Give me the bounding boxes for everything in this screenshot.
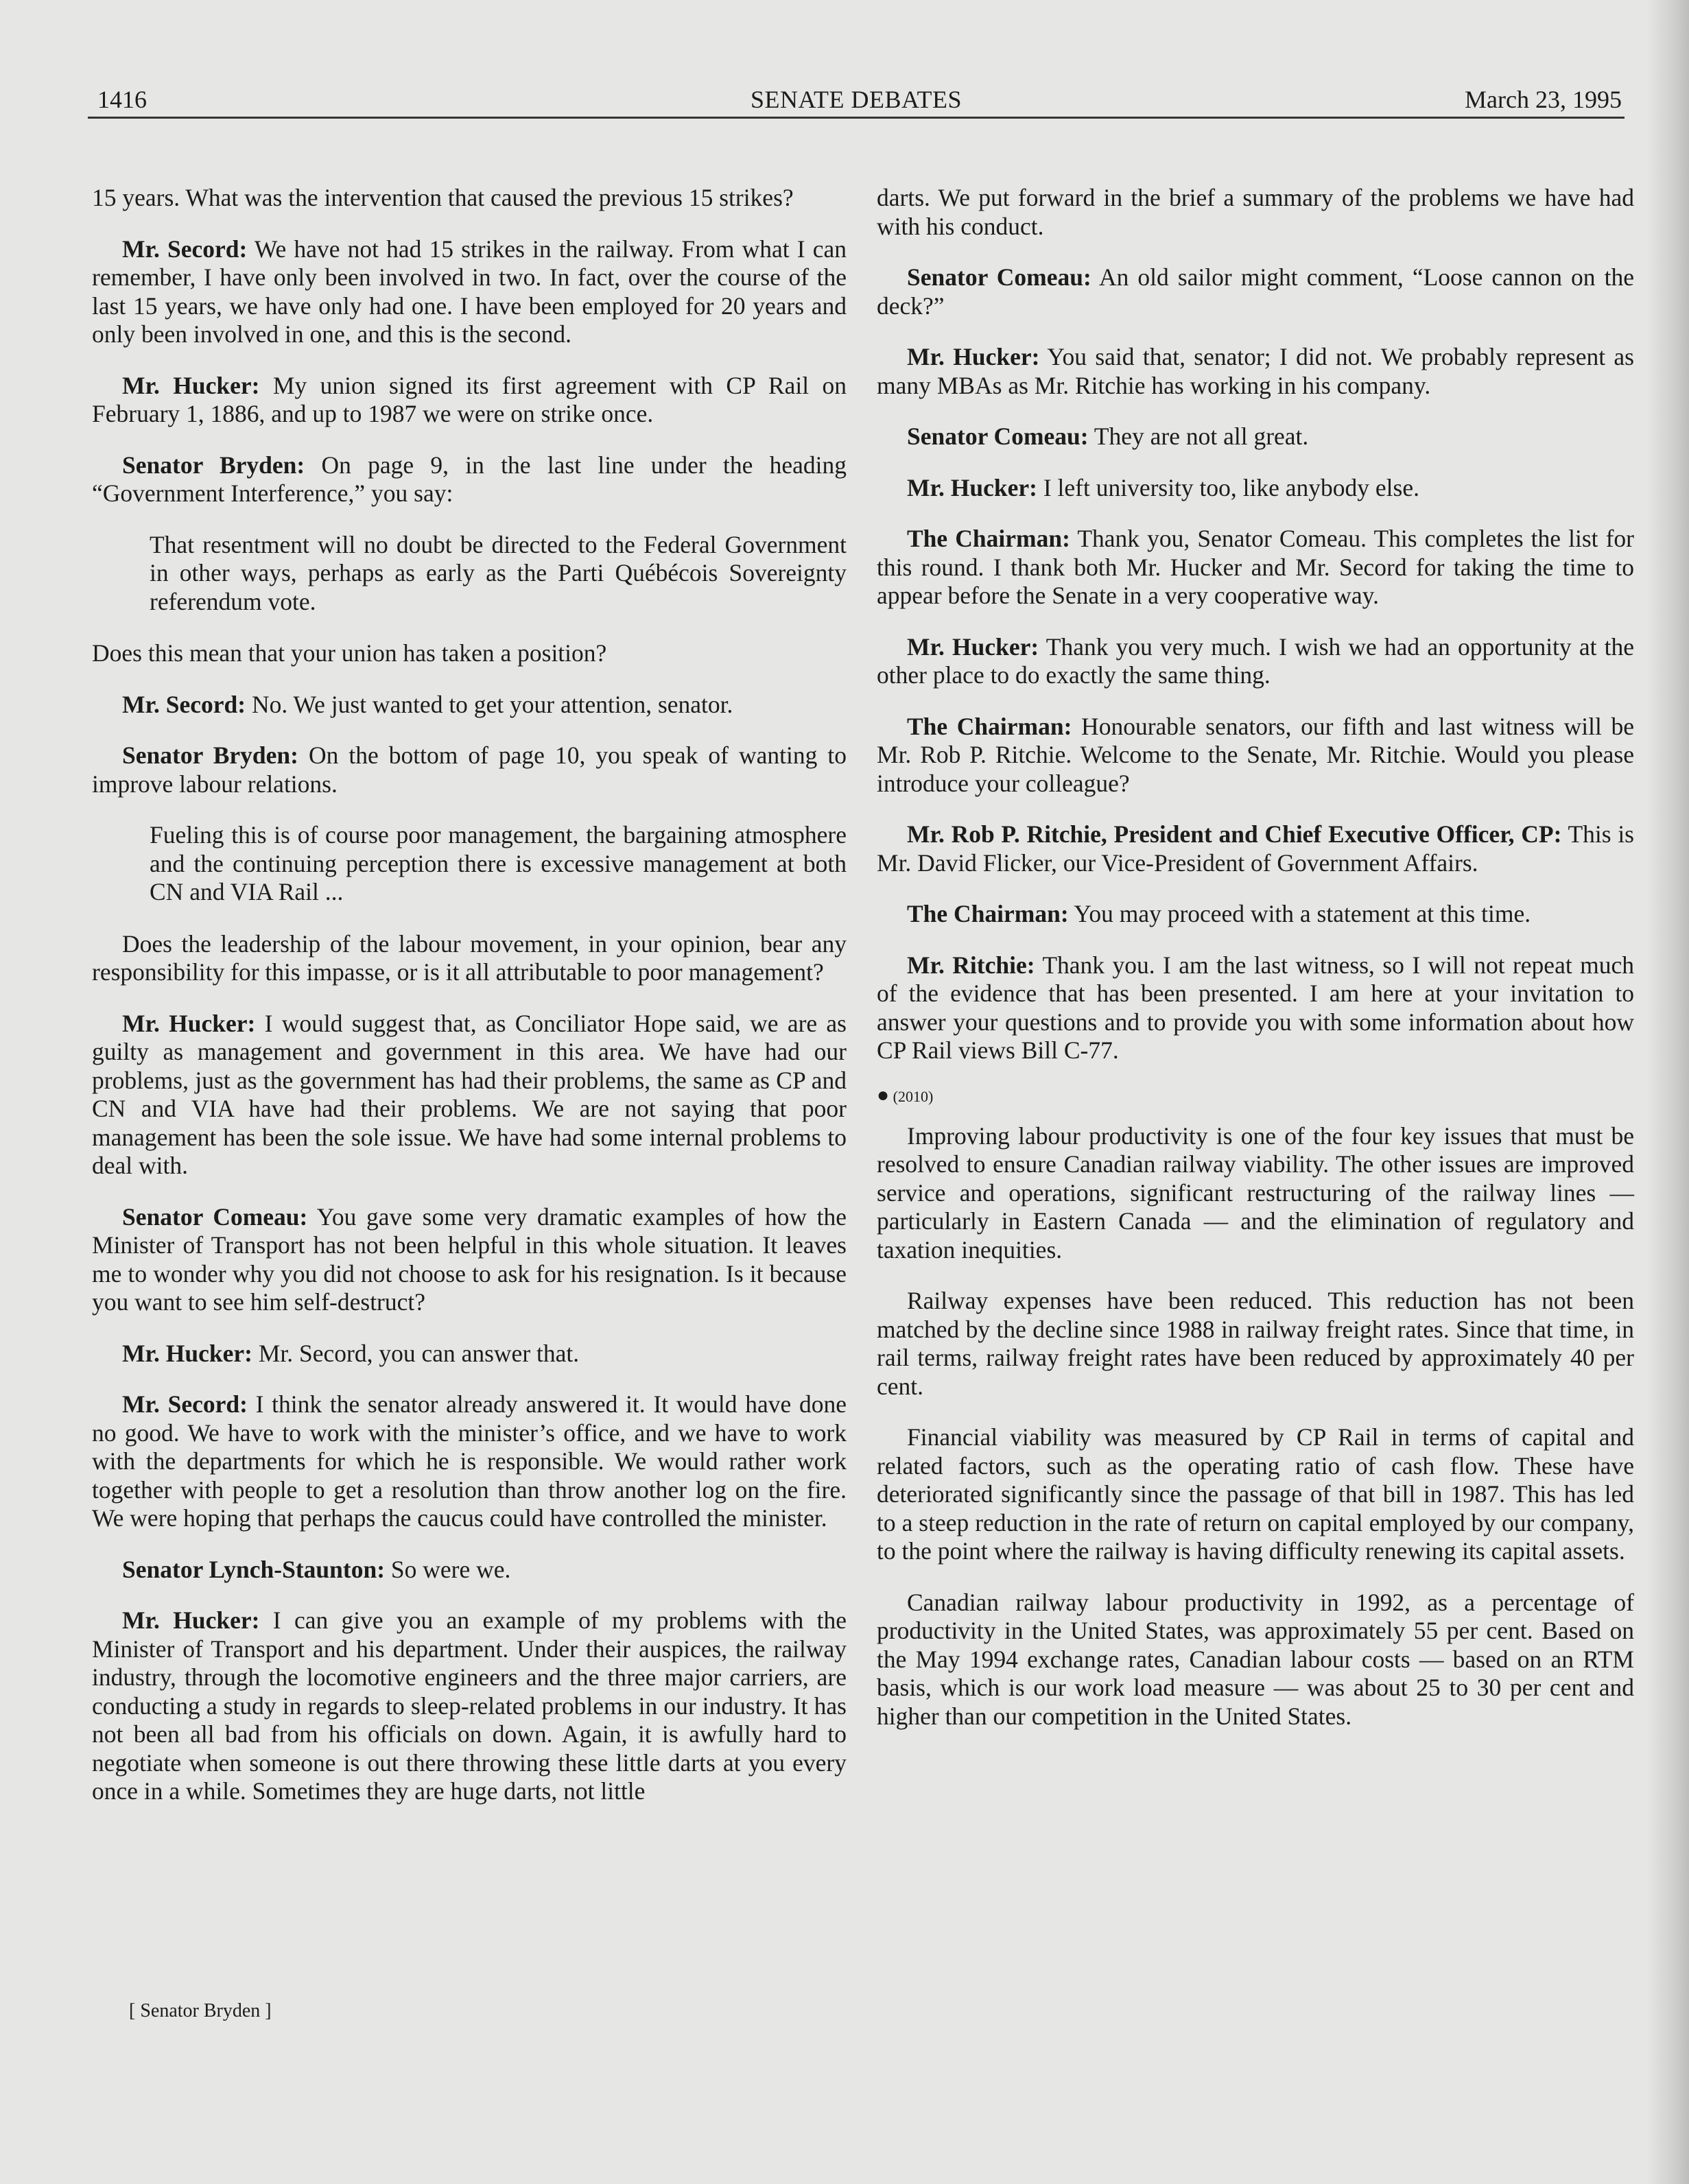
right-column <box>877 184 1634 1753</box>
speech-text: I can give you an example of my problems with the Minister of Transport and his department. Under their auspices, the railway industry, through the locomotive engineers and the three major carriers, are conducting a study in regards to sleep-related problems in our industry. It has not been all bad from his officials on down. Again, it is awfully hard to negotiate when someone is out there throwing these little darts at you every once in a while. Sometimes they are huge darts, not little <box>92 1606 847 1805</box>
speaker-paragraph <box>877 633 1634 690</box>
page-number: 1416 <box>97 86 147 113</box>
speaker-paragraph <box>92 741 847 798</box>
speaker-name: Mr. Secord: <box>122 235 248 263</box>
speech-text: This is Mr. David Flicker, our Vice-President of Government Affairs. <box>877 820 1634 877</box>
block-quote: That resentment will no doubt be directed to the Federal Government in other ways, perhaps as early as the Parti Québécois Sovereignty referendum vote. <box>150 530 847 615</box>
speaker-name: The Chairman: <box>907 712 1072 740</box>
speaker-name: Mr. Hucker: <box>122 1009 256 1037</box>
speech-text: I left university too, like anybody else. <box>1037 473 1419 501</box>
speech-text: They are not all great. <box>1088 423 1309 450</box>
speaker-paragraph <box>877 263 1634 320</box>
speaker-name: Mr. Hucker: <box>122 371 260 399</box>
speaker-name: The Chairman: <box>907 525 1070 552</box>
speaker-paragraph <box>92 235 847 349</box>
speech-text: Mr. Secord, you can answer that. <box>252 1339 580 1367</box>
speaker-paragraph <box>877 423 1634 451</box>
speech-text: I think the senator already answered it. It would have done no good. We have to work with the minister’s office, and we have to work with the departments for which he is responsible. We would rather work together with people to get a resolution than throw another log on the fire. We were hoping that perhaps the caucus could have controlled the minister. <box>92 1390 847 1532</box>
speaker-paragraph <box>877 951 1634 1065</box>
speaker-name: Mr. Rob P. Ritchie, President and Chief Executive Officer, CP: <box>907 820 1562 848</box>
speaker-name: Mr. Hucker: <box>907 343 1040 370</box>
speaker-paragraph <box>877 474 1634 503</box>
paragraph: Improving labour productivity is one of the four key issues that must be resolved to ensure Canadian railway viability. The other issues are improved service and operations, significant restructuring of the railway lines — particularly in Eastern Canada — and the elimination of regulatory and taxation inequities. <box>877 1121 1634 1263</box>
speech-text: On the bottom of page 10, you speak of wanting to improve labour relations. <box>92 741 847 798</box>
speaker-name: Senator Comeau: <box>907 263 1091 291</box>
speaker-name: Mr. Hucker: <box>122 1339 252 1367</box>
speaker-name: Senator Lynch-Staunton: <box>122 1555 386 1583</box>
speaker-name: The Chairman: <box>907 900 1069 927</box>
bullet-icon: ● <box>877 1083 890 1106</box>
speech-text: Thank you, Senator Comeau. This completes the list for this round. I thank both Mr. Hucker and Mr. Secord for taking the time to appear before the Senate in a very cooperative way. <box>877 525 1634 609</box>
time-marker-label: (2010) <box>893 1087 934 1105</box>
left-column <box>92 184 847 1829</box>
speaker-paragraph <box>92 691 847 720</box>
speaker-paragraph <box>877 900 1634 929</box>
speech-text: No. We just wanted to get your attention, senator. <box>246 690 733 718</box>
speaker-paragraph <box>92 1340 847 1368</box>
speech-text: An old sailor might comment, “Loose cannon on the deck?” <box>877 263 1635 320</box>
running-header <box>88 81 1625 119</box>
speech-text: You may proceed with a statement at this time. <box>1068 900 1531 927</box>
speech-text: I would suggest that, as Conciliator Hope said, we are as guilty as management and government in this area. We have had our problems, just as the government has had their problems, the same as CP and CN and VIA have had their problems. We are not saying that poor management has been the sole issue. We have had some internal problems to deal with. <box>92 1009 847 1179</box>
speaker-paragraph <box>92 1390 847 1533</box>
speaker-name: Mr. Secord: <box>122 1390 248 1418</box>
speech-text: Thank you very much. I wish we had an opportunity at the other place to do exactly the same thing. <box>877 632 1634 689</box>
speech-text: We have not had 15 strikes in the railway. From what I can remember, I have only been involved in two. In fact, over the course of the last 15 years, we have only had one. I have been employed for 20 years and only been involved in one, and this is the second. <box>92 235 847 348</box>
speech-text: My union signed its first agreement with CP Rail on February 1, 1886, and up to 1987 we were on strike once. <box>92 371 847 427</box>
speaker-name: Senator Comeau: <box>907 423 1089 450</box>
speech-text: You gave some very dramatic examples of how the Minister of Transport has not been helpful in this whole situation. It leaves me to wonder why you did not choose to ask for his resignation. Is it because you want to see him self-destruct? <box>92 1202 847 1316</box>
speaker-paragraph <box>877 713 1634 798</box>
speaker-name: Mr. Hucker: <box>907 473 1037 501</box>
speaker-name: Mr. Secord: <box>122 690 246 718</box>
block-quote: Fueling this is of course poor management, the bargaining atmosphere and the continuing perception there is excessive management at both CN and VIA Rail ... <box>150 821 847 905</box>
speaker-paragraph <box>92 451 847 508</box>
paragraph: Financial viability was measured by CP Rail in terms of capital and related factors, such as the operating ratio of cash flow. These have deteriorated significantly since the passage of that bill in 1987. This has led to a steep reduction in the rate of return on capital employed by our company, to the point where the railway is having difficulty renewing its capital assets. <box>877 1423 1634 1565</box>
speaker-name: Senator Bryden: <box>122 741 298 769</box>
speech-text: You said that, senator; I did not. We probably represent as many MBAs as Mr. Ritchie has working in his company. <box>877 343 1634 399</box>
column-footer-note: [ Senator Bryden ] <box>129 2000 272 2021</box>
paragraph: darts. We put forward in the brief a summary of the problems we have had with his conduct. <box>877 184 1634 240</box>
paragraph: Canadian railway labour productivity in 1992, as a percentage of productivity in the United States, was approximately 55 per cent. Based on the May 1994 exchange rates, Canadian labour costs — based on an RTM basis, which is our work load measure — was about 25 to 30 per cent and higher than our competition in the United States. <box>877 1588 1634 1730</box>
speaker-paragraph <box>92 1606 847 1806</box>
time-marker <box>877 1085 1634 1107</box>
page-spine-shadow <box>1646 0 1689 2184</box>
speech-text: Thank you. I am the last witness, so I will not repeat much of the evidence that has been presented. I am here at your invitation to answer your questions and to provide you with some information about how CP Rail views Bill C-77. <box>877 951 1634 1064</box>
speaker-paragraph <box>877 820 1634 877</box>
speech-text: So were we. <box>385 1555 511 1583</box>
speech-text: On page 9, in the last line under the heading “Government Interference,” you say: <box>92 451 847 507</box>
paragraph: Does the leadership of the labour movement, in your opinion, bear any responsibility for this impasse, or is it all attributable to poor management? <box>92 929 847 986</box>
speaker-name: Senator Bryden: <box>122 451 305 479</box>
speaker-name: Senator Comeau: <box>122 1202 308 1231</box>
issue-date: March 23, 1995 <box>1465 86 1622 113</box>
speaker-paragraph <box>92 1010 847 1180</box>
speaker-name: Mr. Ritchie: <box>907 951 1035 979</box>
speaker-paragraph <box>92 1203 847 1317</box>
paragraph: Does this mean that your union has taken a position? <box>92 639 607 667</box>
speech-text: Honourable senators, our fifth and last witness will be Mr. Rob P. Ritchie. Welcome to the Senate, Mr. Ritchie. Would you please introduce your colleague? <box>877 712 1634 797</box>
speaker-paragraph <box>877 525 1634 610</box>
paragraph: Railway expenses have been reduced. This reduction has not been matched by the decline since 1988 in railway freight rates. Since that time, in rail terms, railway freight rates have been reduced by approximately 40 per cent. <box>877 1287 1634 1400</box>
speaker-name: Mr. Hucker: <box>907 632 1039 661</box>
speaker-paragraph <box>92 1556 847 1584</box>
journal-title: SENATE DEBATES <box>750 86 962 113</box>
speaker-paragraph <box>877 343 1634 400</box>
speaker-name: Mr. Hucker: <box>122 1606 260 1634</box>
paragraph: 15 years. What was the intervention that caused the previous 15 strikes? <box>92 184 794 211</box>
speaker-paragraph <box>92 372 847 429</box>
